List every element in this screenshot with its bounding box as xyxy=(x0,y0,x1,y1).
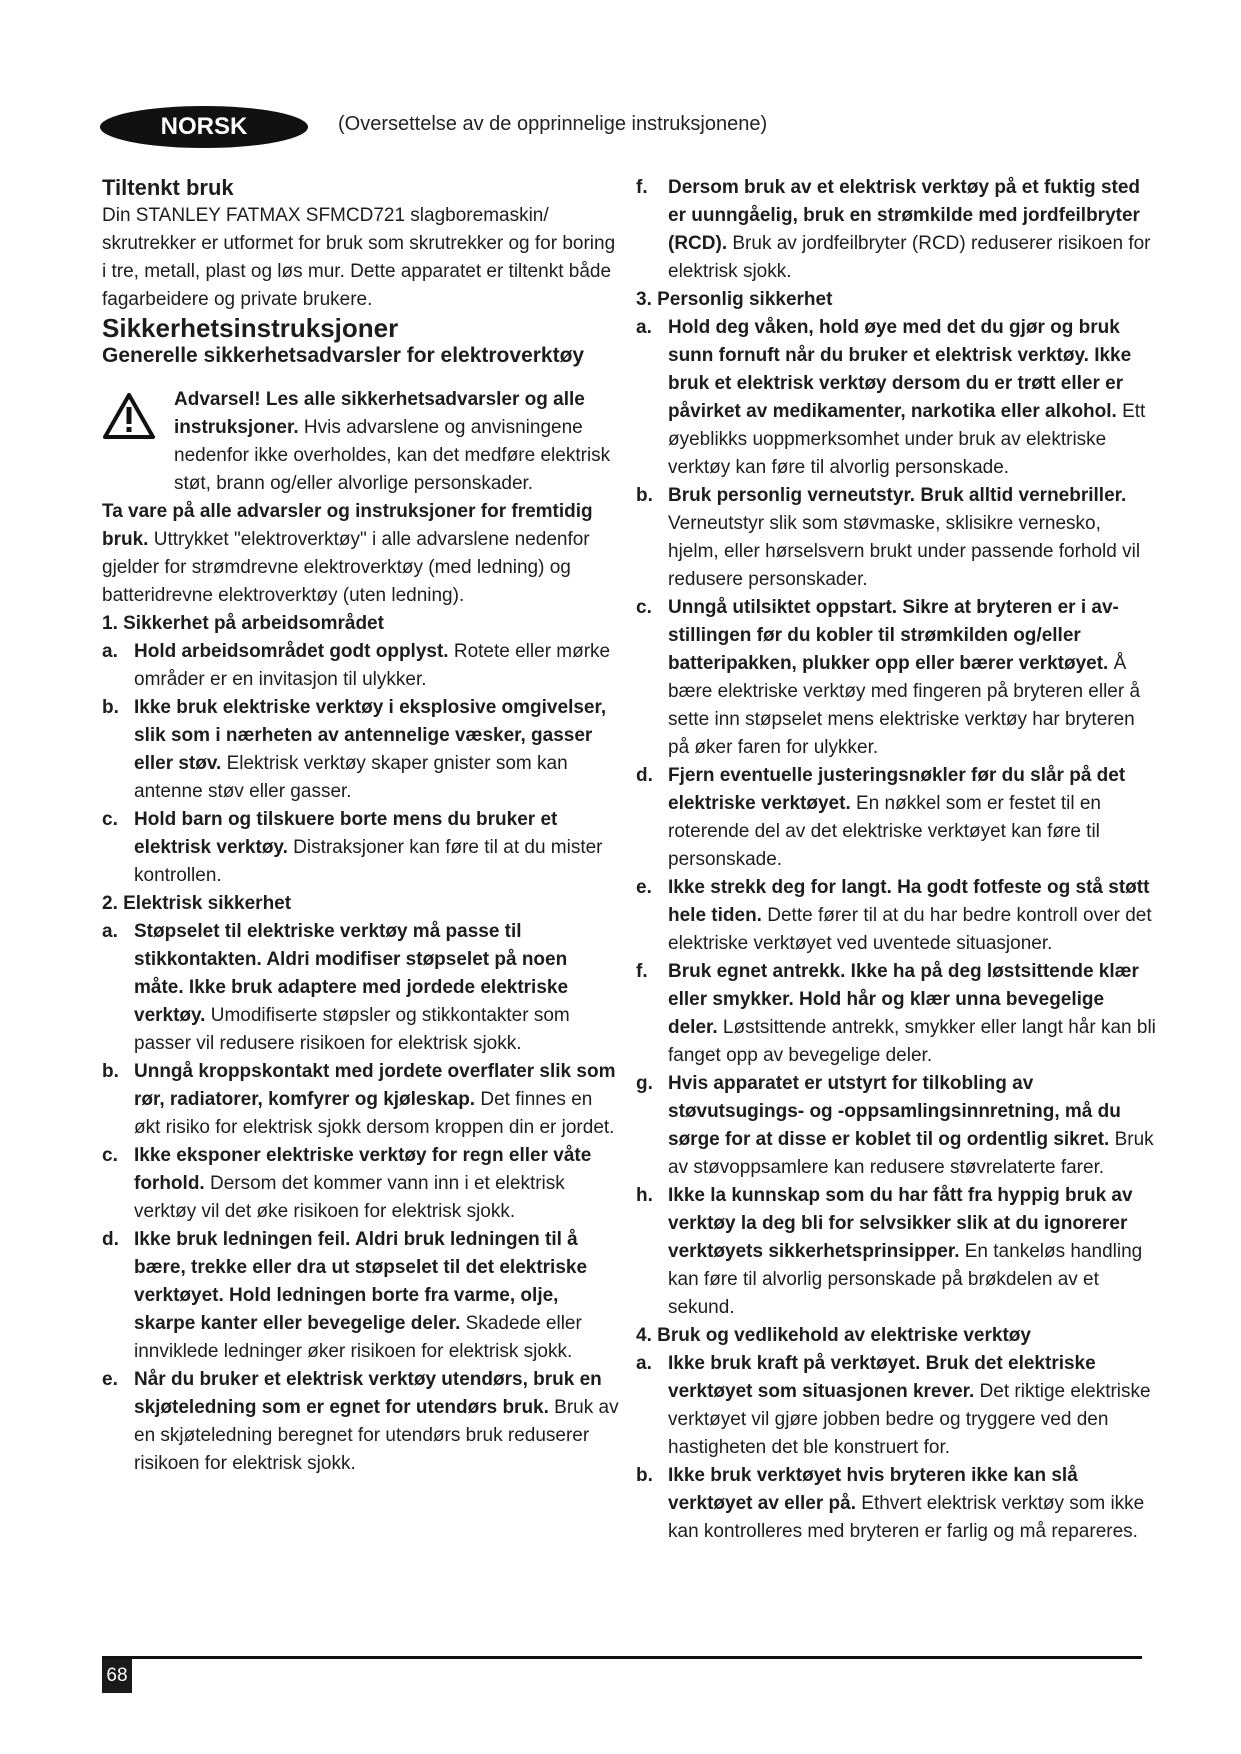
intended-use-text: Din STANLEY FATMAX SFMCD721 slagboremaskin/ skrutrekker er utformet for bruk som skrutrekker og for boring i tre, metall, plast og løs mur. Dette apparatet er tiltenkt både fagarbeidere og private brukere. xyxy=(102,205,616,310)
section-2-heading: 2. Elektrisk sikkerhet xyxy=(102,893,292,914)
footer-rule xyxy=(102,1656,1142,1659)
warning-text: Hvis advarslene og anvisningene nedenfor ikke overholdes, kan det medføre elektrisk støt, brann og/eller alvorlige personskader. xyxy=(174,417,611,494)
list-item: a. Støpselet til elektriske verktøy må passe til stikkontakten. Aldri modifiser støpselet på noen måte. Ikke bruk adaptere med jordede elektriske verktøy. Umodifiserte støpsler og stikkontakter som passer vil redusere risikoen for elektrisk sjokk. xyxy=(102,921,570,1054)
list-item: g. Hvis apparatet er utstyrt for tilkobling av støvutsugings- og -oppsamlingsinnretning, må du sørge for at disse er koblet til og ordentlig sikret. Bruk av støvoppsamlere kan redusere støvrelaterte farer. xyxy=(636,1073,1154,1178)
section-3-heading: 3. Personlig sikkerhet xyxy=(636,289,833,310)
list-item: e. Når du bruker et elektrisk verktøy utendørs, bruk en skjøteledning som er egnet for utendørs bruk. Bruk av en skjøteledning beregnet for utendørs bruk reduserer risikoen for elektrisk sjokk. xyxy=(102,1369,619,1474)
page-number: 68 xyxy=(102,1659,132,1693)
list-item: e. Ikke strekk deg for langt. Ha godt fotfeste og stå støtt hele tiden. Dette fører til at du har bedre kontroll over det elektriske verktøyet ved uventede situasjoner. xyxy=(636,877,1152,954)
list-item: b. Bruk personlig verneutstyr. Bruk alltid vernebriller. Verneutstyr slik som støvmaske, sklisikre vernesko, hjelm, eller hørselsvern brukt under passende forhold vil redusere personskader. xyxy=(636,485,1141,590)
list-item: d. Fjern eventuelle justeringsnøkler før du slår på det elektriske verktøyet. En nøkkel som er festet til en roterende del av det elektriske verktøyet kan føre til personskade. xyxy=(636,765,1126,870)
list-item: b. Unngå kroppskontakt med jordete overflater slik som rør, radiatorer, komfyrer og kjøleskap. Det finnes en økt risiko for elektrisk sjokk dersom kroppen din er jordet. xyxy=(102,1061,616,1138)
intended-use-heading: Tiltenkt bruk xyxy=(102,175,234,200)
section-4-heading: 4. Bruk og vedlikehold av elektriske verktøy xyxy=(636,1325,1031,1346)
right-column xyxy=(636,174,1156,1546)
list-item: c. Ikke eksponer elektriske verktøy for regn eller våte forhold. Dersom det kommer vann inn i et elektrisk verktøy vil det øke risikoen for elektrisk sjokk. xyxy=(102,1145,592,1222)
list-item: d. Ikke bruk ledningen feil. Aldri bruk ledningen til å bære, trekke eller dra ut støpselet til det elektriske verktøyet. Hold ledningen borte fra varme, olje, skarpe kanter eller bevegelige deler. Skadede eller innviklede ledninger øker risikoen for elektrisk sjokk. xyxy=(102,1229,588,1362)
list-item: f. Dersom bruk av et elektrisk verktøy på et fuktig sted er uunngåelig, bruk en strømkilde med jordfeilbryter (RCD). Bruk av jordfeilbryter (RCD) reduserer risikoen for elektrisk sjokk. xyxy=(636,177,1151,282)
warning-bold: Advarsel! Les alle sikkerhetsadvarsler og alle instruksjoner. xyxy=(174,389,585,438)
keep-instructions: Ta vare på alle advarsler og instruksjoner for fremtidig bruk. Uttrykket "elektroverktøy" i alle advarslene nedenfor gjelder for strømdrevne elektroverktøy (med ledning) og batteridrevne elektroverktøy (uten ledning). xyxy=(102,501,593,606)
list-item: c. Hold barn og tilskuere borte mens du bruker et elektrisk verktøy. Distraksjoner kan føre til at du mister kontrollen. xyxy=(102,809,603,886)
general-warnings-heading: Generelle sikkerhetsadvarsler for elektroverktøy xyxy=(102,344,585,367)
warning-block xyxy=(102,386,622,498)
left-column xyxy=(102,174,622,1478)
list-item: a. Ikke bruk kraft på verktøyet. Bruk det elektriske verktøyet som situasjonen krever. Det riktige elektriske verktøyet vil gjøre jobben bedre og tryggere ved den hastigheten det ble konstruert for. xyxy=(636,1353,1151,1458)
translation-note: (Oversettelse av de opprinnelige instruksjonene) xyxy=(338,113,768,135)
section-1-heading: 1. Sikkerhet på arbeidsområdet xyxy=(102,613,384,634)
list-item: a. Hold deg våken, hold øye med det du gjør og bruk sunn fornuft når du bruker et elektrisk verktøy. Ikke bruk et elektrisk verktøy dersom du er trøtt eller er påvirket av medikamenter, narkotika eller alkohol. Ett øyeblikks uoppmerksomhet under bruk av elektriske verktøy kan føre til alvorlig personskade. xyxy=(636,317,1146,478)
list-item: c. Unngå utilsiktet oppstart. Sikre at bryteren er i av-stillingen før du kobler til strømkilden og/eller batteripakken, plukker opp eller bærer verktøyet. Å bære elektriske verktøy med fingeren på bryteren eller å sette inn støpselet mens elektriske verktøy har bryteren på øker faren for ulykker. xyxy=(636,597,1141,758)
list-item: h. Ikke la kunnskap som du har fått fra hyppig bruk av verktøy la deg bli for selvsikker slik at du ignorerer verktøyets sikkerhetsprinsipper. En tankeløs handling kan føre til alvorlig personskade på brøkdelen av et sekund. xyxy=(636,1185,1143,1318)
list-item: b. Ikke bruk verktøyet hvis bryteren ikke kan slå verktøyet av eller på. Ethvert elektrisk verktøy som ikke kan kontrolleres med bryteren er farlig og må repareres. xyxy=(636,1465,1145,1542)
language-tab: NORSK xyxy=(100,106,308,148)
warning-triangle-icon xyxy=(102,392,156,440)
list-item: a. Hold arbeidsområdet godt opplyst. Rotete eller mørke områder er en invitasjon til ulykker. xyxy=(102,641,611,690)
list-item: f. Bruk egnet antrekk. Ikke ha på deg løstsittende klær eller smykker. Hold hår og klær unna bevegelige deler. Løstsittende antrekk, smykker eller langt hår kan bli fanget opp av bevegelige deler. xyxy=(636,961,1156,1066)
safety-instructions-heading: Sikkerhetsinstruksjoner xyxy=(102,313,399,343)
list-item: b. Ikke bruk elektriske verktøy i eksplosive omgivelser, slik som i nærheten av antennelige væsker, gasser eller støv. Elektrisk verktøy skaper gnister som kan antenne støv eller gasser. xyxy=(102,697,607,802)
